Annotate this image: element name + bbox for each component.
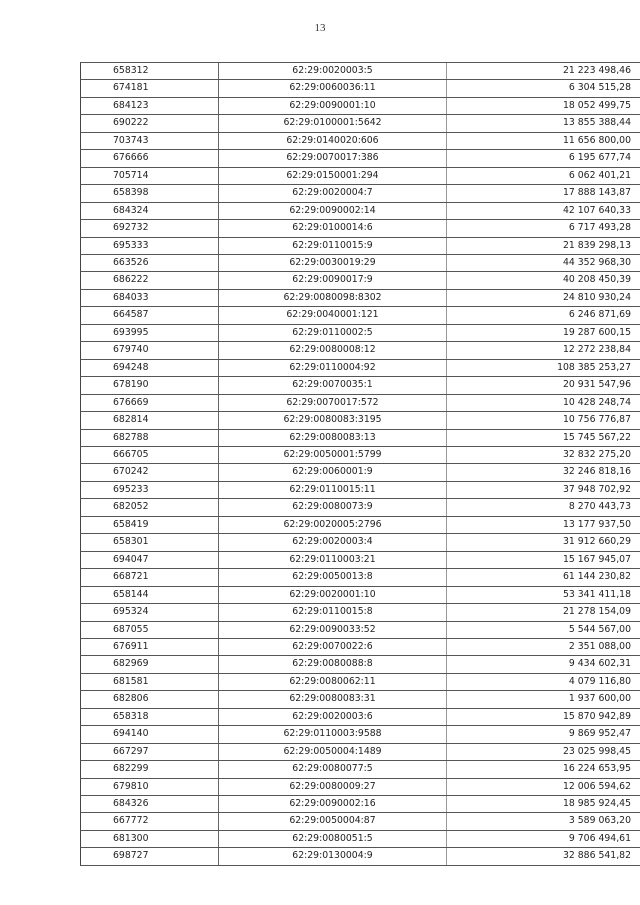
object-number-cell: 658301 xyxy=(81,534,219,551)
object-number-cell: 694140 xyxy=(81,726,219,743)
object-number-cell: 658144 xyxy=(81,586,219,603)
object-number-cell: 666705 xyxy=(81,446,219,463)
table-row xyxy=(81,220,640,237)
cadastral-number-cell: 62:29:0090017:9 xyxy=(219,272,447,289)
object-number-cell: 703743 xyxy=(81,132,219,149)
cadastral-value-cell: 13 855 388,44 xyxy=(447,115,640,132)
table-row xyxy=(81,761,640,778)
object-number-cell: 664587 xyxy=(81,307,219,324)
cadastral-number-cell: 62:29:0080062:11 xyxy=(219,673,447,690)
table-row xyxy=(81,586,640,603)
table-row xyxy=(81,80,640,97)
cadastral-value-cell: 6 304 515,28 xyxy=(447,80,640,97)
table-row xyxy=(81,778,640,795)
cadastral-number-cell: 62:29:0090002:16 xyxy=(219,796,447,813)
cadastral-number-cell: 62:29:0050004:1489 xyxy=(219,743,447,760)
object-number-cell: 678190 xyxy=(81,377,219,394)
object-number-cell: 682788 xyxy=(81,429,219,446)
cadastral-number-cell: 62:29:0060001:9 xyxy=(219,464,447,481)
table-row xyxy=(81,97,640,114)
table-row xyxy=(81,604,640,621)
table-row xyxy=(81,534,640,551)
cadastral-value-cell: 17 888 143,87 xyxy=(447,185,640,202)
object-number-cell: 681300 xyxy=(81,830,219,847)
cadastral-value-cell: 61 144 230,82 xyxy=(447,569,640,586)
cadastral-value-cell: 8 270 443,73 xyxy=(447,499,640,516)
cadastral-number-cell: 62:29:0080008:12 xyxy=(219,342,447,359)
object-number-cell: 668721 xyxy=(81,569,219,586)
cadastral-number-cell: 62:29:0080009:27 xyxy=(219,778,447,795)
table-row xyxy=(81,324,640,341)
cadastral-number-cell: 62:29:0080088:8 xyxy=(219,656,447,673)
object-number-cell: 676666 xyxy=(81,150,219,167)
cadastral-number-cell: 62:29:0030019:29 xyxy=(219,254,447,271)
cadastral-value-cell: 32 246 818,16 xyxy=(447,464,640,481)
table-row xyxy=(81,708,640,725)
object-number-cell: 705714 xyxy=(81,167,219,184)
object-number-cell: 695233 xyxy=(81,481,219,498)
cadastral-value-cell: 10 428 248,74 xyxy=(447,394,640,411)
cadastral-value-cell: 32 832 275,20 xyxy=(447,446,640,463)
registry-table-body xyxy=(81,63,640,866)
object-number-cell: 674181 xyxy=(81,80,219,97)
table-row xyxy=(81,289,640,306)
table-row xyxy=(81,429,640,446)
table-row xyxy=(81,499,640,516)
cadastral-number-cell: 62:29:0110015:8 xyxy=(219,604,447,621)
cadastral-number-cell: 62:29:0070017:386 xyxy=(219,150,447,167)
cadastral-number-cell: 62:29:0090002:14 xyxy=(219,202,447,219)
cadastral-value-cell: 11 656 800,00 xyxy=(447,132,640,149)
object-number-cell: 687055 xyxy=(81,621,219,638)
cadastral-value-cell: 37 948 702,92 xyxy=(447,481,640,498)
cadastral-number-cell: 62:29:0090001:10 xyxy=(219,97,447,114)
cadastral-value-cell: 23 025 998,45 xyxy=(447,743,640,760)
cadastral-number-cell: 62:29:0080073:9 xyxy=(219,499,447,516)
table-row xyxy=(81,272,640,289)
cadastral-value-cell: 3 589 063,20 xyxy=(447,813,640,830)
cadastral-value-cell: 15 870 942,89 xyxy=(447,708,640,725)
table-row xyxy=(81,464,640,481)
registry-table xyxy=(80,62,640,866)
object-number-cell: 658312 xyxy=(81,63,219,80)
cadastral-number-cell: 62:29:0040001:121 xyxy=(219,307,447,324)
table-row xyxy=(81,132,640,149)
cadastral-value-cell: 15 745 567,22 xyxy=(447,429,640,446)
table-row xyxy=(81,638,640,655)
object-number-cell: 681581 xyxy=(81,673,219,690)
cadastral-number-cell: 62:29:0070017:572 xyxy=(219,394,447,411)
table-row xyxy=(81,377,640,394)
cadastral-number-cell: 62:29:0020005:2796 xyxy=(219,516,447,533)
object-number-cell: 684123 xyxy=(81,97,219,114)
cadastral-number-cell: 62:29:0070022:6 xyxy=(219,638,447,655)
object-number-cell: 695333 xyxy=(81,237,219,254)
object-number-cell: 663526 xyxy=(81,254,219,271)
cadastral-value-cell: 5 544 567,00 xyxy=(447,621,640,638)
object-number-cell: 682299 xyxy=(81,761,219,778)
cadastral-value-cell: 44 352 968,30 xyxy=(447,254,640,271)
table-row xyxy=(81,673,640,690)
cadastral-number-cell: 62:29:0020003:6 xyxy=(219,708,447,725)
cadastral-number-cell: 62:29:0110003:21 xyxy=(219,551,447,568)
table-row xyxy=(81,726,640,743)
cadastral-number-cell: 62:29:0130004:9 xyxy=(219,848,447,865)
object-number-cell: 682814 xyxy=(81,412,219,429)
cadastral-number-cell: 62:29:0080077:5 xyxy=(219,761,447,778)
object-number-cell: 676911 xyxy=(81,638,219,655)
cadastral-number-cell: 62:29:0050001:5799 xyxy=(219,446,447,463)
object-number-cell: 676669 xyxy=(81,394,219,411)
object-number-cell: 684326 xyxy=(81,796,219,813)
cadastral-value-cell: 10 756 776,87 xyxy=(447,412,640,429)
cadastral-value-cell: 12 272 238,84 xyxy=(447,342,640,359)
table-row xyxy=(81,621,640,638)
cadastral-number-cell: 62:29:0150001:294 xyxy=(219,167,447,184)
object-number-cell: 682052 xyxy=(81,499,219,516)
cadastral-number-cell: 62:29:0140020:606 xyxy=(219,132,447,149)
cadastral-number-cell: 62:29:0020003:5 xyxy=(219,63,447,80)
cadastral-value-cell: 21 839 298,13 xyxy=(447,237,640,254)
cadastral-number-cell: 62:29:0080083:31 xyxy=(219,691,447,708)
object-number-cell: 692732 xyxy=(81,220,219,237)
cadastral-number-cell: 62:29:0070035:1 xyxy=(219,377,447,394)
object-number-cell: 670242 xyxy=(81,464,219,481)
cadastral-number-cell: 62:29:0110003:9588 xyxy=(219,726,447,743)
object-number-cell: 682806 xyxy=(81,691,219,708)
table-row xyxy=(81,481,640,498)
table-row xyxy=(81,359,640,376)
object-number-cell: 658419 xyxy=(81,516,219,533)
cadastral-value-cell: 4 079 116,80 xyxy=(447,673,640,690)
cadastral-value-cell: 9 869 952,47 xyxy=(447,726,640,743)
cadastral-number-cell: 62:29:0090033:52 xyxy=(219,621,447,638)
object-number-cell: 682969 xyxy=(81,656,219,673)
cadastral-value-cell: 6 717 493,28 xyxy=(447,220,640,237)
cadastral-value-cell: 16 224 653,95 xyxy=(447,761,640,778)
cadastral-number-cell: 62:29:0110004:92 xyxy=(219,359,447,376)
object-number-cell: 684324 xyxy=(81,202,219,219)
object-number-cell: 667772 xyxy=(81,813,219,830)
cadastral-value-cell: 9 706 494,61 xyxy=(447,830,640,847)
cadastral-value-cell: 32 886 541,82 xyxy=(447,848,640,865)
table-row xyxy=(81,796,640,813)
cadastral-number-cell: 62:29:0080098:8302 xyxy=(219,289,447,306)
object-number-cell: 693995 xyxy=(81,324,219,341)
table-row xyxy=(81,743,640,760)
cadastral-value-cell: 53 341 411,18 xyxy=(447,586,640,603)
object-number-cell: 694047 xyxy=(81,551,219,568)
table-row xyxy=(81,115,640,132)
table-row xyxy=(81,202,640,219)
object-number-cell: 695324 xyxy=(81,604,219,621)
cadastral-value-cell: 9 434 602,31 xyxy=(447,656,640,673)
table-row xyxy=(81,185,640,202)
table-row xyxy=(81,848,640,865)
cadastral-value-cell: 6 195 677,74 xyxy=(447,150,640,167)
table-row xyxy=(81,813,640,830)
cadastral-number-cell: 62:29:0080083:3195 xyxy=(219,412,447,429)
cadastral-value-cell: 2 351 088,00 xyxy=(447,638,640,655)
cadastral-value-cell: 13 177 937,50 xyxy=(447,516,640,533)
table-row xyxy=(81,342,640,359)
cadastral-value-cell: 40 208 450,39 xyxy=(447,272,640,289)
table-row xyxy=(81,254,640,271)
cadastral-number-cell: 62:29:0020004:7 xyxy=(219,185,447,202)
table-row xyxy=(81,237,640,254)
cadastral-number-cell: 62:29:0110002:5 xyxy=(219,324,447,341)
object-number-cell: 686222 xyxy=(81,272,219,289)
object-number-cell: 690222 xyxy=(81,115,219,132)
cadastral-number-cell: 62:29:0100001:5642 xyxy=(219,115,447,132)
cadastral-number-cell: 62:29:0020001:10 xyxy=(219,586,447,603)
object-number-cell: 658398 xyxy=(81,185,219,202)
cadastral-number-cell: 62:29:0020003:4 xyxy=(219,534,447,551)
cadastral-number-cell: 62:29:0080051:5 xyxy=(219,830,447,847)
table-row xyxy=(81,167,640,184)
table-row xyxy=(81,691,640,708)
object-number-cell: 694248 xyxy=(81,359,219,376)
page-number: 13 xyxy=(314,22,326,34)
cadastral-number-cell: 62:29:0100014:6 xyxy=(219,220,447,237)
cadastral-value-cell: 6 246 871,69 xyxy=(447,307,640,324)
cadastral-value-cell: 21 223 498,46 xyxy=(447,63,640,80)
cadastral-number-cell: 62:29:0050013:8 xyxy=(219,569,447,586)
cadastral-value-cell: 108 385 253,27 xyxy=(447,359,640,376)
table-row xyxy=(81,394,640,411)
cadastral-value-cell: 31 912 660,29 xyxy=(447,534,640,551)
cadastral-value-cell: 21 278 154,09 xyxy=(447,604,640,621)
table-row xyxy=(81,516,640,533)
cadastral-value-cell: 1 937 600,00 xyxy=(447,691,640,708)
table-row xyxy=(81,307,640,324)
object-number-cell: 698727 xyxy=(81,848,219,865)
cadastral-value-cell: 20 931 547,96 xyxy=(447,377,640,394)
cadastral-number-cell: 62:29:0080083:13 xyxy=(219,429,447,446)
cadastral-value-cell: 19 287 600,15 xyxy=(447,324,640,341)
table-row xyxy=(81,656,640,673)
table-row xyxy=(81,551,640,568)
object-number-cell: 679740 xyxy=(81,342,219,359)
object-number-cell: 667297 xyxy=(81,743,219,760)
cadastral-value-cell: 18 985 924,45 xyxy=(447,796,640,813)
cadastral-value-cell: 42 107 640,33 xyxy=(447,202,640,219)
cadastral-number-cell: 62:29:0110015:9 xyxy=(219,237,447,254)
object-number-cell: 679810 xyxy=(81,778,219,795)
cadastral-value-cell: 6 062 401,21 xyxy=(447,167,640,184)
table-row xyxy=(81,412,640,429)
table-row xyxy=(81,569,640,586)
cadastral-value-cell: 18 052 499,75 xyxy=(447,97,640,114)
table-row xyxy=(81,446,640,463)
table-row xyxy=(81,830,640,847)
cadastral-value-cell: 15 167 945,07 xyxy=(447,551,640,568)
object-number-cell: 684033 xyxy=(81,289,219,306)
cadastral-number-cell: 62:29:0110015:11 xyxy=(219,481,447,498)
cadastral-value-cell: 24 810 930,24 xyxy=(447,289,640,306)
table-row xyxy=(81,150,640,167)
cadastral-number-cell: 62:29:0060036:11 xyxy=(219,80,447,97)
object-number-cell: 658318 xyxy=(81,708,219,725)
cadastral-value-cell: 12 006 594,62 xyxy=(447,778,640,795)
table-row xyxy=(81,63,640,80)
cadastral-number-cell: 62:29:0050004:87 xyxy=(219,813,447,830)
